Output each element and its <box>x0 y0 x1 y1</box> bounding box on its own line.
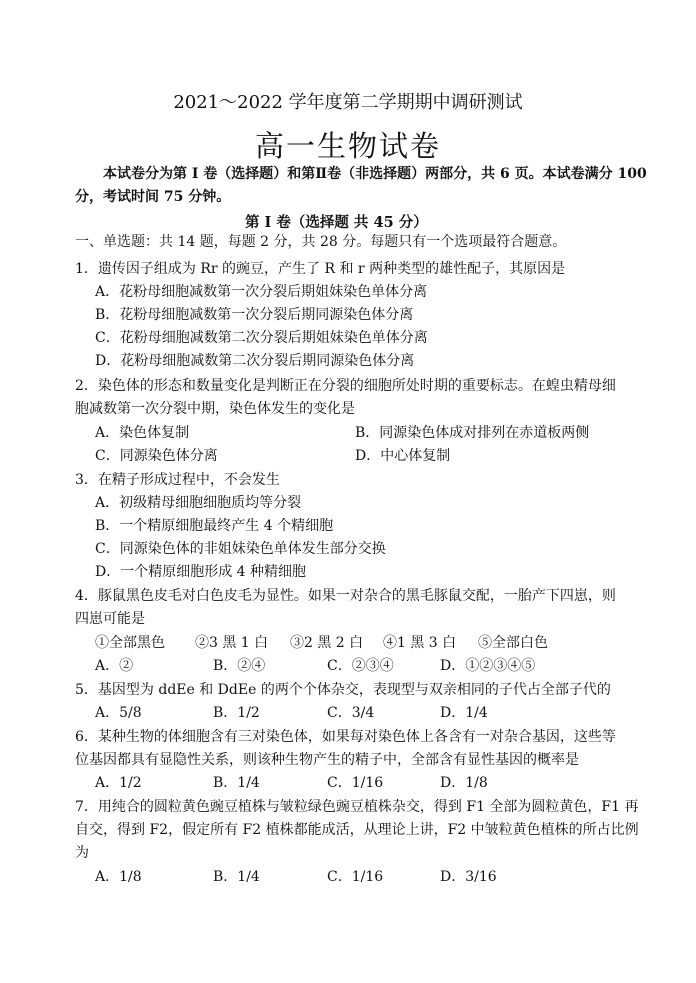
question-4-choice-3: ③2 黑 2 白 <box>290 635 364 651</box>
question-5-option-d: D．1/4 <box>440 705 488 721</box>
question-3-option-d: D．一个精原细胞形成 4 种精细胞 <box>95 564 307 580</box>
intro-line-1: 本试卷分为第 I 卷（选择题）和第Ⅱ卷（非选择题）两部分，共 6 页。本试卷满分 100 <box>103 166 647 182</box>
question-5-option-b: B．1/2 <box>213 705 260 721</box>
question-4-text-line-2: 四崽可能是 <box>75 611 145 627</box>
question-7-option-b: B．1/4 <box>213 869 260 885</box>
question-7-text-line-3: 为 <box>75 845 89 861</box>
question-2-option-a: A．染色体复制 <box>95 425 190 441</box>
question-6-text-line-1: 6．某种生物的体细胞含有三对染色体，如果每对染色体上各含有一对杂合基因，这些等 <box>75 729 616 745</box>
section-instruction: 一、单选题：共 14 题，每题 2 分，共 28 分。每题只有一个选项最符合题意。 <box>75 234 567 250</box>
question-4-choice-1: ①全部黑色 <box>95 635 165 651</box>
question-4-choice-5: ⑤全部白色 <box>478 635 548 651</box>
question-4-option-a: A．② <box>95 658 134 674</box>
question-1-option-a: A．花粉母细胞减数第一次分裂后期姐妹染色单体分离 <box>95 284 428 300</box>
question-1-option-b: B．花粉母细胞减数第一次分裂后期同源染色体分离 <box>95 307 414 323</box>
question-6-option-c: C．1/16 <box>327 775 384 791</box>
question-4-choice-4: ④1 黑 3 白 <box>383 635 457 651</box>
question-2-option-b: B．同源染色体成对排列在赤道板两侧 <box>355 425 590 441</box>
question-7-option-a: A．1/8 <box>95 869 142 885</box>
question-5-option-c: C．3/4 <box>327 705 375 721</box>
question-2-option-c: C．同源染色体分离 <box>95 448 218 464</box>
question-4-choice-2: ②3 黑 1 白 <box>195 635 269 651</box>
question-2-text-line-1: 2．染色体的形态和数量变化是判断正在分裂的细胞所处时期的重要标志。在蝗虫精母细 <box>75 378 616 394</box>
question-6-option-b: B．1/4 <box>213 775 260 791</box>
question-6-text-line-2: 位基因都具有显隐性关系，则该种生物产生的精子中，全部含有显性基因的概率是 <box>75 752 579 768</box>
question-7-option-c: C．1/16 <box>327 869 384 885</box>
question-3-option-b: B．一个精原细胞最终产生 4 个精细胞 <box>95 518 334 534</box>
question-5-option-a: A．5/8 <box>95 705 142 721</box>
question-1-option-d: D．花粉母细胞减数第二次分裂后期同源染色体分离 <box>95 353 415 369</box>
question-2-option-d: D．中心体复制 <box>355 448 451 464</box>
question-4-option-b: B．②④ <box>213 658 266 674</box>
question-4-text-line-1: 4．豚鼠黑色皮毛对白色皮毛为显性。如果一对杂合的黑毛豚鼠交配，一胎产下四崽，则 <box>75 588 616 604</box>
question-3-text: 3．在精子形成过程中，不会发生 <box>75 472 280 488</box>
section-heading: 第 I 卷（选择题 共 45 分） <box>245 214 428 231</box>
subject-title: 高一生物试卷 <box>254 129 441 163</box>
question-7-text-line-1: 7．用纯合的圆粒黄色豌豆植株与皱粒绿色豌豆植株杂交，得到 F1 全部为圆粒黄色，F1 再 <box>75 799 639 815</box>
question-5-text: 5．基因型为 ddEe 和 DdEe 的两个个体杂交，表现型与双亲相同的子代占全部子代的 <box>75 682 611 698</box>
question-3-option-c: C．同源染色体的非姐妹染色单体发生部分交换 <box>95 541 386 557</box>
question-1-text: 1．遗传因子组成为 Rr 的豌豆，产生了 R 和 r 两种类型的雄性配子，其原因是 <box>75 261 566 277</box>
question-6-option-a: A．1/2 <box>95 775 142 791</box>
intro-line-2: 分，考试时间 75 分钟。 <box>75 189 231 205</box>
question-3-option-a: A．初级精母细胞细胞质均等分裂 <box>95 495 302 511</box>
question-1-option-c: C．花粉母细胞减数第二次分裂后期姐妹染色单体分离 <box>95 330 428 346</box>
question-4-option-d: D．①②③④⑤ <box>440 658 536 674</box>
question-6-option-d: D．1/8 <box>440 775 488 791</box>
question-7-option-d: D．3/16 <box>440 869 497 885</box>
question-2-text-line-2: 胞减数第一次分裂中期，染色体发生的变化是 <box>75 401 355 417</box>
question-7-text-line-2: 自交，得到 F2，假定所有 F2 植株都能成活，从理论上讲，F2 中皱粒黄色植株的所占比例 <box>75 822 639 838</box>
exam-title: 2021～2022 学年度第二学期期中调研测试 <box>173 92 523 113</box>
question-4-option-c: C．②③④ <box>327 658 394 674</box>
